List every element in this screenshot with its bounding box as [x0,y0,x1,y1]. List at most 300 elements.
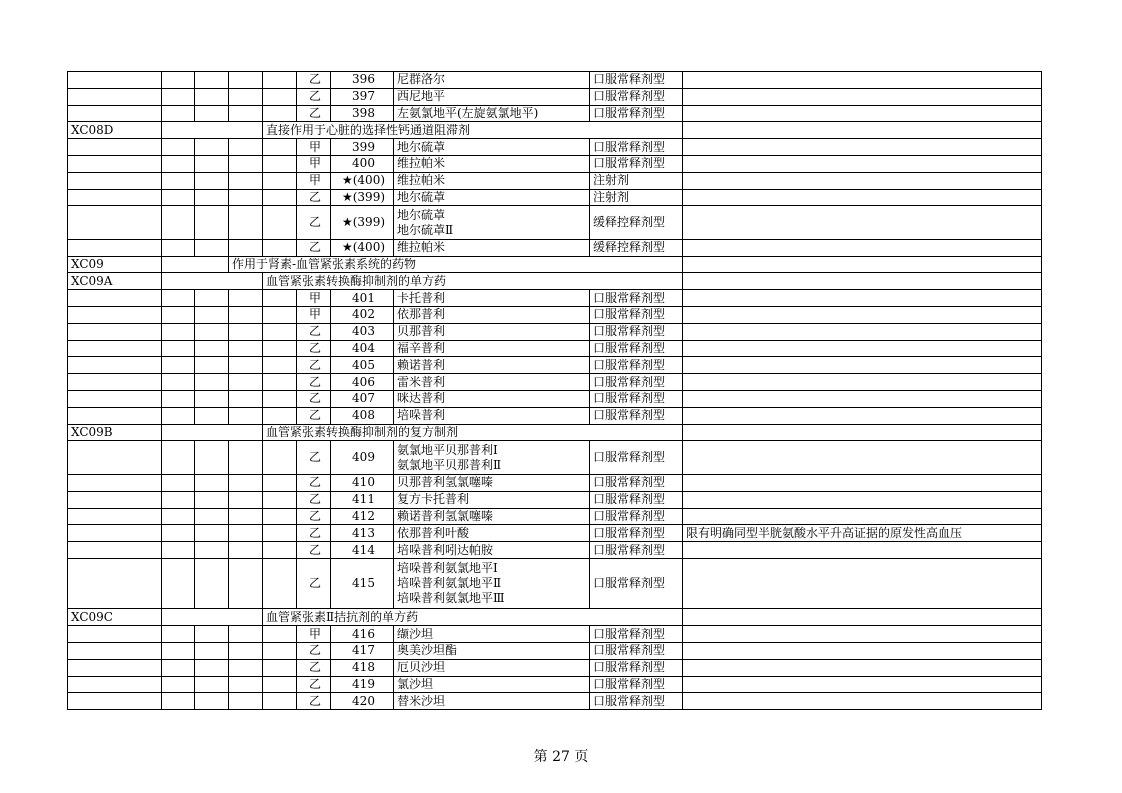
dosage-form: 口服常释剂型 [590,407,683,424]
remark [683,542,1042,559]
drug-name-cell [394,88,590,105]
drug-row [68,643,1042,660]
empty-cell [68,525,162,542]
empty-cell [162,676,195,693]
empty-cell [162,72,195,89]
empty-cell [162,88,195,105]
empty-cell [68,391,162,408]
empty-cell [162,542,195,559]
drug-category: 乙 [297,189,331,206]
empty-cell [162,139,195,156]
dosage-form: 口服常释剂型 [590,508,683,525]
empty-cell [263,659,297,676]
dosage-form: 缓释控释剂型 [590,239,683,256]
drug-name: 培哚普利氨氯地平Ⅰ [397,561,498,576]
drug-category: 甲 [297,139,331,156]
drug-row [68,155,1042,172]
drug-name: 贝那普利氢氯噻嗪 [397,475,494,490]
drug-row [68,508,1042,525]
drug-name-cell [394,693,590,710]
remark [683,155,1042,172]
drug-name: 培哚普利吲达帕胺 [397,542,494,557]
drug-name: 奥美沙坦酯 [397,643,458,658]
empty-cell [162,407,195,424]
drug-number: 418 [331,659,394,676]
drug-category: 乙 [297,558,331,609]
drug-name-cell [394,474,590,491]
empty-cell [229,676,263,693]
drug-row [68,391,1042,408]
empty-cell [68,307,162,324]
empty-cell [263,206,297,240]
remark: 限有明确同型半胱氨酸水平升高证据的原发性高血压 [683,525,1042,542]
empty-cell [263,391,297,408]
drug-name-cell [394,139,590,156]
drug-category: 乙 [297,357,331,374]
drug-number: 397 [331,88,394,105]
drug-row [68,626,1042,643]
empty-cell [162,474,195,491]
drug-number: 414 [331,542,394,559]
drug-name: 雷米普利 [397,374,446,389]
drug-row [68,206,1042,240]
form-cell [683,273,1042,290]
empty-cell [263,643,297,660]
empty-cell [68,206,162,240]
drug-row [68,676,1042,693]
drug-name: 维拉帕米 [397,173,446,188]
drug-category: 乙 [297,693,331,710]
drug-number: 403 [331,323,394,340]
dosage-form: 口服常释剂型 [590,626,683,643]
empty-cell [195,441,229,475]
drug-name-cell [394,676,590,693]
drug-name-cell [394,206,590,240]
empty-cell [162,206,195,240]
empty-cell [68,88,162,105]
drug-category: 乙 [297,542,331,559]
drug-category: 甲 [297,155,331,172]
form-cell [683,424,1042,441]
empty-cell [162,525,195,542]
dosage-form: 口服常释剂型 [590,139,683,156]
empty-cell [263,508,297,525]
drug-row [68,172,1042,189]
drug-row [68,542,1042,559]
drug-row [68,357,1042,374]
empty-cell [195,155,229,172]
remark [683,239,1042,256]
empty-cell [162,340,195,357]
drug-row [68,340,1042,357]
empty-cell [162,189,195,206]
category-row [68,273,1042,290]
drug-number: 420 [331,693,394,710]
empty-cell [162,105,195,122]
empty-cell [68,340,162,357]
empty-cell [195,172,229,189]
empty-cell [162,155,195,172]
category-title: 作用于肾素-血管紧张素系统的药物 [229,256,683,273]
remark [683,474,1042,491]
empty-cell [229,357,263,374]
empty-cell [162,693,195,710]
drug-row [68,558,1042,609]
remark [683,323,1042,340]
category-code: XC09 [68,256,162,273]
empty-cell [195,357,229,374]
drug-number: 408 [331,407,394,424]
empty-cell [162,391,195,408]
empty-cell [162,172,195,189]
empty-cell [162,307,195,324]
empty-cell [195,189,229,206]
dosage-form: 口服常释剂型 [590,155,683,172]
drug-row [68,407,1042,424]
empty-cell [229,374,263,391]
drug-number: 419 [331,676,394,693]
empty-cell [263,307,297,324]
empty-cell [263,189,297,206]
empty-cell [68,290,162,307]
empty-cell [229,407,263,424]
empty-cell [229,172,263,189]
empty-cell [195,643,229,660]
drug-number: 407 [331,391,394,408]
drug-number: 413 [331,525,394,542]
drug-row [68,72,1042,89]
empty-cell [162,290,195,307]
remark [683,206,1042,240]
drug-name-cell [394,290,590,307]
remark [683,508,1042,525]
empty-cell [263,626,297,643]
dosage-form: 口服常释剂型 [590,542,683,559]
drug-name: 缬沙坦 [397,626,434,641]
empty-cell [68,643,162,660]
remark [683,659,1042,676]
category-indent [162,424,263,441]
remark [683,172,1042,189]
drug-row [68,693,1042,710]
drug-name: 地尔硫䓬Ⅱ [397,222,454,237]
empty-cell [229,626,263,643]
empty-cell [263,88,297,105]
drug-row [68,189,1042,206]
drug-number: 401 [331,290,394,307]
empty-cell [195,508,229,525]
drug-name: 西尼地平 [397,89,446,104]
drug-name: 左氨氯地平(左旋氨氯地平) [397,105,539,120]
drug-name: 地尔硫䓬 [397,189,446,204]
empty-cell [195,693,229,710]
empty-cell [229,693,263,710]
drug-number: ★(399) [331,206,394,240]
dosage-form: 口服常释剂型 [590,72,683,89]
drug-name: 依那普利 [397,307,446,322]
drug-name-cell [394,558,590,609]
empty-cell [195,391,229,408]
empty-cell [229,189,263,206]
drug-name: 福辛普利 [397,341,446,356]
drug-name-cell [394,155,590,172]
drug-number: ★(400) [331,239,394,256]
empty-cell [195,525,229,542]
empty-cell [263,172,297,189]
empty-cell [195,72,229,89]
drug-name: 培哚普利氨氯地平Ⅱ [397,576,502,591]
empty-cell [229,139,263,156]
drug-category: 乙 [297,206,331,240]
empty-cell [229,558,263,609]
empty-cell [162,491,195,508]
empty-cell [195,105,229,122]
drug-name: 地尔硫䓬 [397,207,446,222]
empty-cell [68,172,162,189]
category-indent [162,273,263,290]
empty-cell [162,239,195,256]
empty-cell [229,441,263,475]
empty-cell [195,88,229,105]
category-indent [162,122,263,139]
drug-row [68,105,1042,122]
form-cell [683,122,1042,139]
empty-cell [263,542,297,559]
empty-cell [263,340,297,357]
drug-category: 乙 [297,88,331,105]
drug-number: 404 [331,340,394,357]
dosage-form: 口服常释剂型 [590,357,683,374]
remark [683,491,1042,508]
empty-cell [68,542,162,559]
drug-number: ★(400) [331,172,394,189]
empty-cell [162,508,195,525]
empty-cell [229,88,263,105]
empty-cell [162,626,195,643]
empty-cell [195,558,229,609]
drug-row [68,474,1042,491]
drug-category: 乙 [297,239,331,256]
empty-cell [229,542,263,559]
empty-cell [263,357,297,374]
drug-category: 乙 [297,525,331,542]
drug-name: 咪达普利 [397,391,446,406]
drug-name: 厄贝沙坦 [397,660,446,675]
dosage-form: 缓释控释剂型 [590,206,683,240]
drug-row [68,290,1042,307]
dosage-form: 口服常释剂型 [590,676,683,693]
empty-cell [162,558,195,609]
drug-row [68,491,1042,508]
drug-category: 乙 [297,407,331,424]
drug-category: 乙 [297,340,331,357]
form-cell [683,256,1042,273]
drug-name-cell [394,189,590,206]
empty-cell [229,508,263,525]
empty-cell [263,374,297,391]
empty-cell [229,659,263,676]
dosage-form: 口服常释剂型 [590,525,683,542]
drug-name-cell [394,441,590,475]
remark [683,290,1042,307]
empty-cell [195,139,229,156]
dosage-form: 口服常释剂型 [590,374,683,391]
empty-cell [263,441,297,475]
table-body [68,72,1042,710]
empty-cell [162,659,195,676]
empty-cell [263,558,297,609]
drug-name: 卡托普利 [397,290,446,305]
empty-cell [229,290,263,307]
drug-name-cell [394,172,590,189]
drug-name: 维拉帕米 [397,156,446,171]
drug-name-cell [394,374,590,391]
dosage-form: 注射剂 [590,189,683,206]
empty-cell [229,155,263,172]
empty-cell [68,357,162,374]
drug-category: 乙 [297,659,331,676]
empty-cell [229,525,263,542]
empty-cell [263,323,297,340]
drug-category: 乙 [297,441,331,475]
drug-name-cell [394,407,590,424]
drug-name-cell [394,105,590,122]
drug-category: 乙 [297,643,331,660]
drug-name-cell [394,357,590,374]
remark [683,139,1042,156]
category-indent [162,609,263,626]
empty-cell [263,676,297,693]
drug-category: 乙 [297,105,331,122]
empty-cell [229,474,263,491]
empty-cell [263,290,297,307]
empty-cell [68,491,162,508]
empty-cell [68,239,162,256]
drug-number: 415 [331,558,394,609]
empty-cell [195,626,229,643]
remark [683,340,1042,357]
drug-category: 乙 [297,491,331,508]
drug-name-cell [394,643,590,660]
empty-cell [162,357,195,374]
drug-number: 417 [331,643,394,660]
drug-row [68,139,1042,156]
dosage-form: 口服常释剂型 [590,643,683,660]
drug-number: 406 [331,374,394,391]
drug-number: 411 [331,491,394,508]
empty-cell [263,139,297,156]
drug-category: 甲 [297,307,331,324]
drug-name-cell [394,72,590,89]
remark [683,105,1042,122]
drug-category: 乙 [297,391,331,408]
empty-cell [162,374,195,391]
dosage-form: 口服常释剂型 [590,441,683,475]
drug-number: 396 [331,72,394,89]
remark [683,643,1042,660]
empty-cell [229,323,263,340]
empty-cell [263,491,297,508]
dosage-form: 口服常释剂型 [590,105,683,122]
category-code: XC09A [68,273,162,290]
remark [683,88,1042,105]
remark [683,391,1042,408]
drug-name-cell [394,391,590,408]
category-row [68,256,1042,273]
empty-cell [195,676,229,693]
drug-number: ★(399) [331,189,394,206]
empty-cell [68,72,162,89]
category-code: XC08D [68,122,162,139]
empty-cell [229,643,263,660]
dosage-form: 口服常释剂型 [590,323,683,340]
drug-name: 氯沙坦 [397,677,434,691]
category-row [68,609,1042,626]
drug-row [68,374,1042,391]
drug-category: 甲 [297,626,331,643]
drug-row [68,659,1042,676]
drug-row [68,307,1042,324]
drug-name: 赖诺普利 [397,357,446,372]
empty-cell [229,206,263,240]
empty-cell [68,441,162,475]
empty-cell [229,72,263,89]
remark [683,307,1042,324]
drug-number: 416 [331,626,394,643]
empty-cell [263,72,297,89]
empty-cell [263,525,297,542]
remark [683,407,1042,424]
category-indent [162,256,229,273]
empty-cell [229,307,263,324]
remark [683,676,1042,693]
remark [683,189,1042,206]
empty-cell [263,407,297,424]
drug-name-cell [394,340,590,357]
empty-cell [68,474,162,491]
dosage-form: 口服常释剂型 [590,558,683,609]
drug-number: 399 [331,139,394,156]
empty-cell [195,290,229,307]
drug-name: 赖诺普利氢氯噻嗪 [397,508,494,523]
empty-cell [229,391,263,408]
drug-category: 甲 [297,290,331,307]
dosage-form: 口服常释剂型 [590,290,683,307]
dosage-form: 口服常释剂型 [590,491,683,508]
empty-cell [68,558,162,609]
drug-name: 氨氯地平贝那普利Ⅰ [397,442,498,457]
drug-name: 替米沙坦 [397,693,446,708]
dosage-form: 注射剂 [590,172,683,189]
drug-category: 乙 [297,374,331,391]
dosage-form: 口服常释剂型 [590,88,683,105]
empty-cell [68,693,162,710]
empty-cell [195,307,229,324]
drug-number: 398 [331,105,394,122]
drug-name: 维拉帕米 [397,240,446,255]
drug-row [68,525,1042,542]
category-title: 直接作用于心脏的选择性钙通道阻滞剂 [263,122,683,139]
empty-cell [68,626,162,643]
drug-category: 乙 [297,508,331,525]
drug-number: 412 [331,508,394,525]
empty-cell [195,474,229,491]
drug-name-cell [394,659,590,676]
drug-name: 复方卡托普利 [397,492,470,507]
dosage-form: 口服常释剂型 [590,693,683,710]
empty-cell [68,189,162,206]
drug-name-cell [394,239,590,256]
